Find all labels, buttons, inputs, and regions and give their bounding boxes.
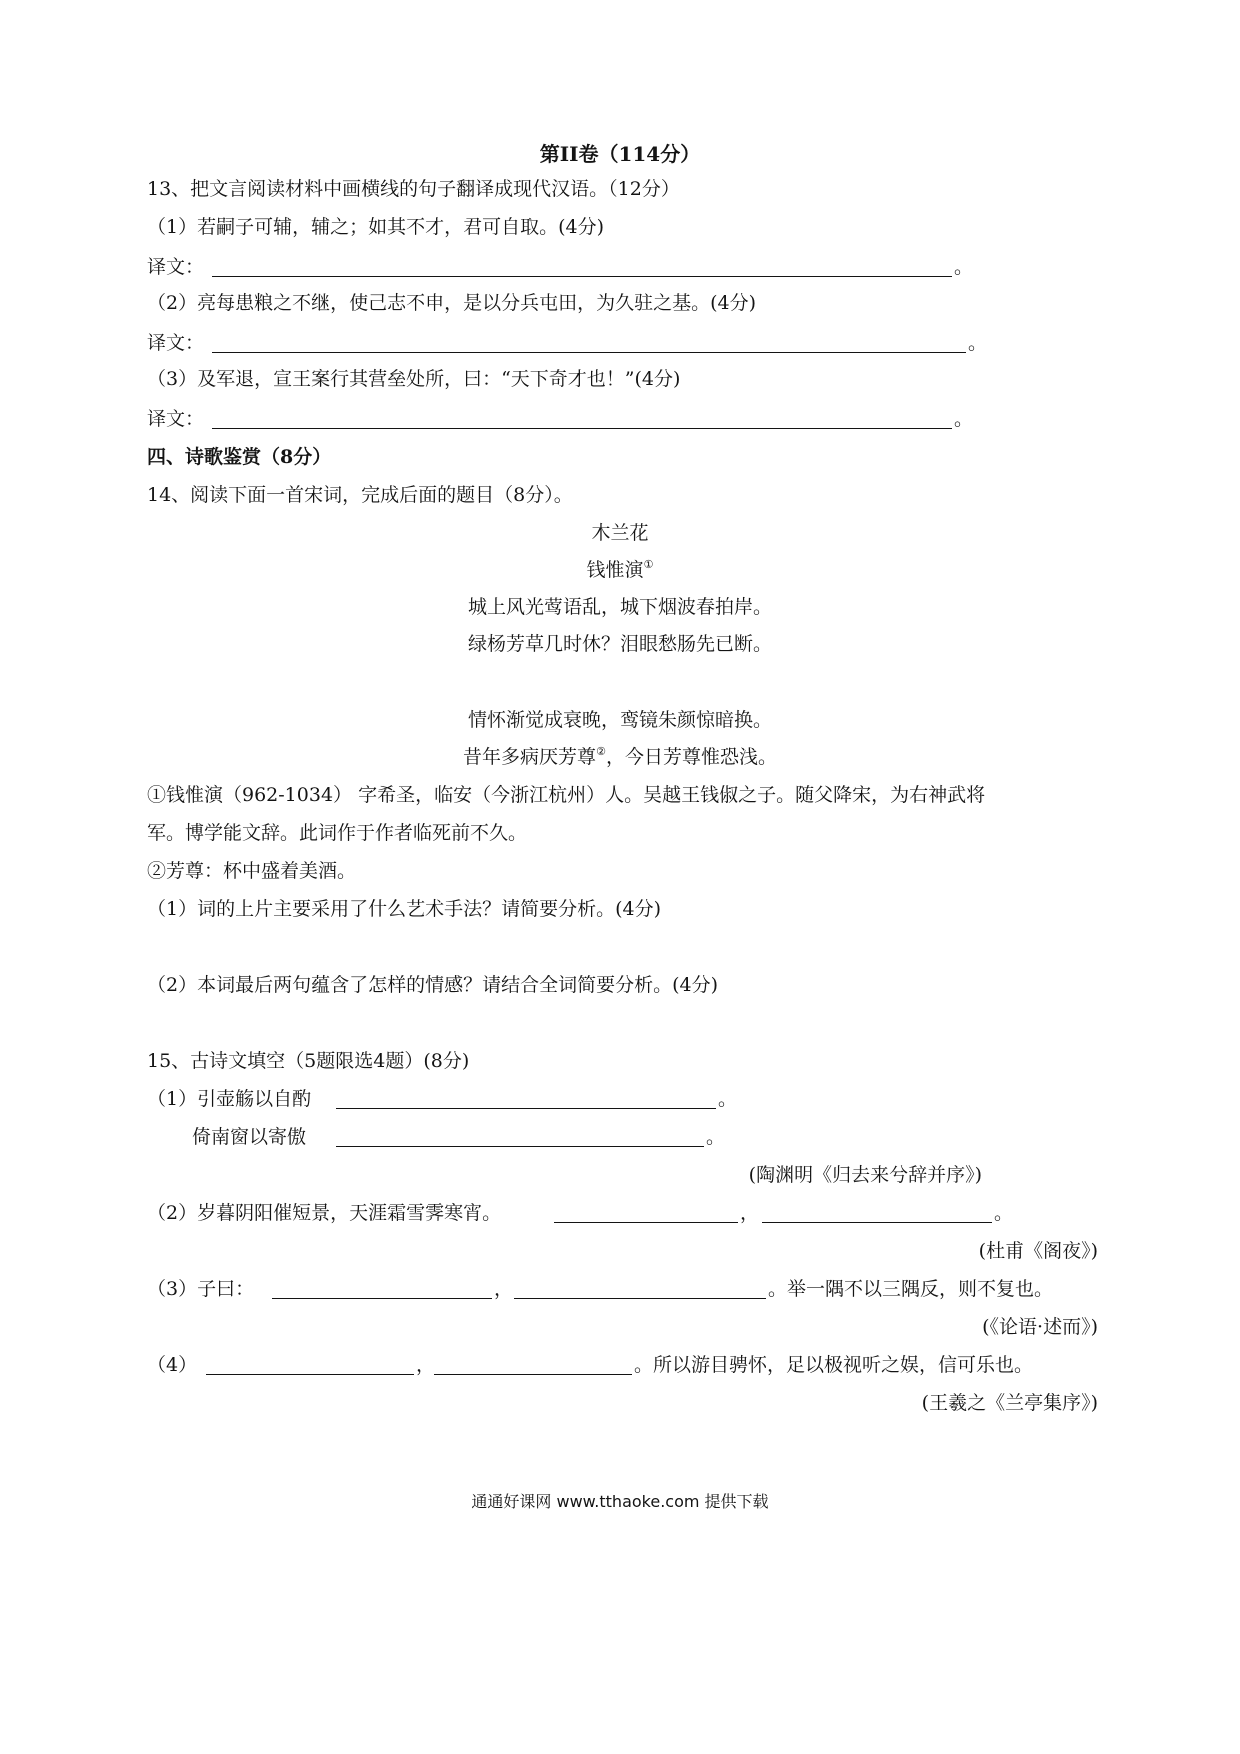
q13-answer-blank-1[interactable] — [212, 276, 952, 277]
q13-answer-end-2: 。 — [968, 332, 988, 354]
poem-title: 木兰花 — [591, 522, 649, 544]
q13-answer-label-3: 译文： — [147, 408, 205, 430]
footnote-mark-1: ① — [643, 558, 654, 571]
q13-answer-label-1: 译文： — [147, 256, 205, 278]
q14-prompt: 14、阅读下面一首宋词，完成后面的题目（8分）。 — [147, 484, 573, 506]
q13-item-3: （3）及军退，宣王案行其营垒处所，曰：“天下奇才也！”(4分) — [147, 368, 681, 390]
q15-item-2-blank-1[interactable] — [554, 1222, 738, 1223]
q15-item-1-line-1: （1）引壶觞以自酌 — [147, 1088, 312, 1110]
q13-answer-end-1: 。 — [954, 256, 974, 278]
q15-item-4-source: (王羲之《兰亭集序》) — [921, 1392, 1098, 1414]
q15-item-1-source: (陶渊明《归去来兮辞并序》) — [748, 1164, 982, 1186]
footnote-2: ②芳尊：杯中盛着美酒。 — [147, 860, 357, 882]
q15-item-3-source: (《论语·述而》) — [982, 1316, 1098, 1338]
q15-item-2: （2）岁暮阴阳催短景，天涯霜雪霁寒宵。 — [147, 1202, 502, 1224]
footnote-mark-2: ② — [596, 745, 606, 758]
q15-item-3-comma: ， — [494, 1278, 514, 1300]
poem-line: 情怀渐觉成衰晚，鸾镜朱颜惊暗换。 — [467, 709, 772, 731]
q15-item-2-blank-2[interactable] — [762, 1222, 992, 1223]
q13-answer-blank-3[interactable] — [212, 428, 952, 429]
q15-item-1-end-2: 。 — [706, 1126, 726, 1148]
q13-item-2: （2）亮每患粮之不继，使己志不申，是以分兵屯田，为久驻之基。(4分) — [147, 292, 757, 314]
q15-item-1-blank-2[interactable] — [336, 1146, 704, 1147]
q15-item-4-suffix: 。所以游目骋怀，足以极视听之娱，信可乐也。 — [634, 1354, 1034, 1376]
footnote-1-line-2: 军。博学能文辞。此词作于作者临死前不久。 — [147, 822, 528, 844]
q15-item-4-blank-1[interactable] — [206, 1374, 414, 1375]
q15-item-1-line-2: 倚南窗以寄傲 — [192, 1126, 307, 1148]
q13-answer-blank-2[interactable] — [212, 352, 966, 353]
footnote-1-line-1: ①钱惟演（962-1034） 字希圣，临安（今浙江杭州）人。吴越王钱俶之子。随父降宋，为右神武将 — [147, 784, 986, 806]
poem-line: 绿杨芳草几时休？泪眼愁肠先已断。 — [467, 633, 772, 655]
q15-item-4-blank-2[interactable] — [434, 1374, 632, 1375]
q15-item-2-comma: ， — [740, 1202, 760, 1224]
q13-answer-label-2: 译文： — [147, 332, 205, 354]
section-title: 第II卷（114分） — [539, 142, 701, 166]
q14-sub-question-2: （2）本词最后两句蕴含了怎样的情感？请结合全词简要分析。(4分) — [147, 974, 719, 996]
q13-item-1: （1）若嗣子可辅，辅之；如其不才，君可自取。(4分) — [147, 216, 605, 238]
poem-author: 钱惟演① — [586, 558, 654, 581]
q15-item-3-prefix: （3）子曰： — [147, 1278, 255, 1300]
q15-item-3-blank-2[interactable] — [514, 1298, 766, 1299]
poem-line: 昔年多病厌芳尊②，今日芳尊惟恐浅。 — [463, 745, 777, 768]
poem-line: 城上风光莺语乱，城下烟波春拍岸。 — [467, 596, 772, 618]
page-footer: 通通好课网 www.tthaoke.com 提供下载 — [471, 1492, 769, 1511]
q15-item-1-blank-1[interactable] — [336, 1108, 716, 1109]
q15-item-4-comma: ， — [416, 1354, 436, 1376]
q15-prompt: 15、古诗文填空（5题限选4题）(8分) — [147, 1050, 470, 1072]
q13-prompt: 13、把文言阅读材料中画横线的句子翻译成现代汉语。（12分） — [147, 178, 680, 200]
q14-sub-question-1: （1）词的上片主要采用了什么艺术手法？请简要分析。(4分) — [147, 898, 662, 920]
q15-item-4-prefix: （4） — [147, 1354, 198, 1376]
q15-item-3-suffix: 。举一隅不以三隅反，则不复也。 — [768, 1278, 1054, 1300]
q13-answer-end-3: 。 — [954, 408, 974, 430]
q15-item-3-blank-1[interactable] — [272, 1298, 492, 1299]
q15-item-2-source: (杜甫《阁夜》) — [978, 1240, 1098, 1262]
part4-heading: 四、诗歌鉴赏（8分） — [147, 446, 332, 468]
q15-item-1-end-1: 。 — [718, 1088, 738, 1110]
q15-item-2-end: 。 — [994, 1202, 1014, 1224]
